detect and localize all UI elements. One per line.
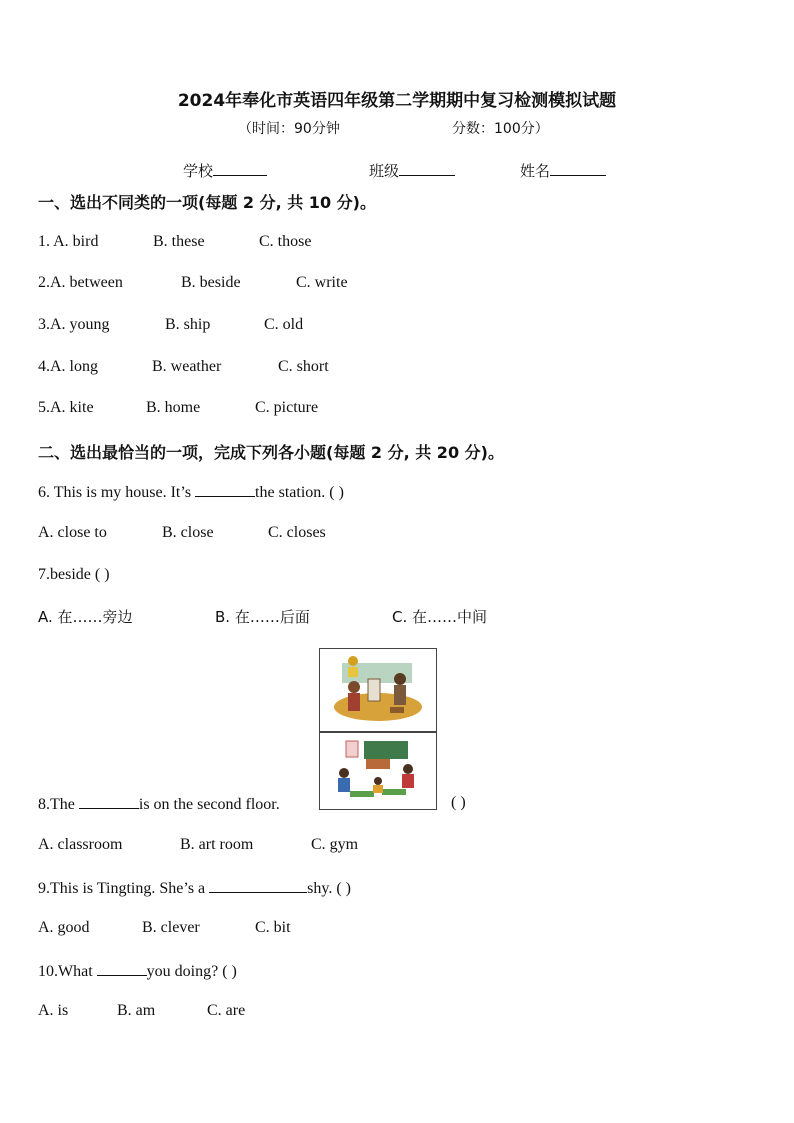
q2-option-b[interactable]: B. beside <box>181 274 241 291</box>
q4-option-a[interactable]: 4.A. long <box>38 358 98 375</box>
name-label: 姓名 <box>520 162 551 180</box>
q9-option-c[interactable]: C. bit <box>255 919 291 936</box>
q8-option-a[interactable]: A. classroom <box>38 836 123 853</box>
q8-answer-blank[interactable] <box>79 794 139 809</box>
section1-heading: 一、选出不同类的一项(每题 2 分, 共 10 分)。 <box>38 193 376 212</box>
q6-answer-blank[interactable] <box>195 482 255 497</box>
question-9-options <box>38 919 738 941</box>
q7-option-c[interactable]: C. 在……中间 <box>392 608 488 626</box>
q10-option-a[interactable]: A. is <box>38 1002 69 1019</box>
q4-option-b[interactable]: B. weather <box>152 358 222 375</box>
q10-answer-blank[interactable] <box>97 961 147 976</box>
question-6-options <box>38 524 738 546</box>
q6-stem-start: 6. This is my house. It’s <box>38 484 196 501</box>
q8-stem-start: 8.The <box>38 796 79 813</box>
q6-option-a[interactable]: A. close to <box>38 524 107 541</box>
question-10-stem <box>38 961 237 981</box>
question-8-options <box>38 836 738 858</box>
q10-option-b[interactable]: B. am <box>117 1002 156 1019</box>
q3-option-b[interactable]: B. ship <box>165 316 211 333</box>
q5-option-c[interactable]: C. picture <box>255 399 319 416</box>
art-room-picture <box>319 648 437 732</box>
q8-stem-end: is on the second floor. <box>138 796 280 813</box>
q9-stem-start: 9.This is Tingting. She’s a <box>38 880 210 897</box>
question-7-options <box>38 606 738 628</box>
q9-stem-end: shy. ( ) <box>307 880 351 897</box>
q2-option-a[interactable]: 2.A. between <box>38 274 123 291</box>
question-7-stem: 7.beside ( ) <box>38 566 110 583</box>
q8-option-c[interactable]: C. gym <box>311 836 359 853</box>
question-8-stem <box>38 794 280 814</box>
q7-option-b[interactable]: B. 在……后面 <box>215 608 310 626</box>
q2-option-c[interactable]: C. write <box>296 274 348 291</box>
art-room-illustration <box>320 649 436 731</box>
question-9-stem <box>38 878 351 898</box>
q7-option-a[interactable]: A. 在……旁边 <box>38 608 133 626</box>
q10-option-c[interactable]: C. are <box>207 1002 246 1019</box>
q10-stem-start: 10.What <box>38 963 97 980</box>
school-field[interactable] <box>183 160 267 181</box>
q6-option-c[interactable]: C. closes <box>268 524 326 541</box>
q1-option-a[interactable]: 1. A. bird <box>38 233 99 250</box>
classroom-picture <box>319 732 437 810</box>
class-label: 班级 <box>369 162 400 180</box>
q8-answer-paren[interactable]: ( ) <box>451 794 466 811</box>
q1-option-c[interactable]: C. those <box>259 233 312 250</box>
question-5 <box>38 399 738 421</box>
question-10-options <box>38 1002 738 1024</box>
q9-answer-blank[interactable] <box>209 878 307 893</box>
exam-time: （时间：90分钟 <box>238 121 340 137</box>
class-blank[interactable] <box>399 161 455 176</box>
class-field[interactable] <box>369 160 455 181</box>
question-1 <box>38 233 738 255</box>
question-3 <box>38 316 738 338</box>
page-title: 2024年奉化市英语四年级第二学期期中复习检测模拟试题 <box>177 91 617 111</box>
q3-option-a[interactable]: 3.A. young <box>38 316 110 333</box>
q6-stem-end: the station. ( ) <box>255 484 344 501</box>
classroom-illustration <box>320 733 436 809</box>
q9-option-b[interactable]: B. clever <box>142 919 200 936</box>
q4-option-c[interactable]: C. short <box>278 358 329 375</box>
q9-option-a[interactable]: A. good <box>38 919 90 936</box>
school-label: 学校 <box>183 162 214 180</box>
exam-score: 分数：100分） <box>452 121 549 137</box>
section2-heading: 二、选出最恰当的一项，完成下列各小题(每题 2 分, 共 20 分)。 <box>38 443 504 462</box>
q1-option-b[interactable]: B. these <box>153 233 205 250</box>
q10-stem-end: you doing? ( ) <box>146 963 237 980</box>
q3-option-c[interactable]: C. old <box>264 316 304 333</box>
q8-option-b[interactable]: B. art room <box>180 836 254 853</box>
school-blank[interactable] <box>213 161 267 176</box>
question-4 <box>38 358 738 380</box>
q6-option-b[interactable]: B. close <box>162 524 214 541</box>
question-2 <box>38 274 738 296</box>
q5-option-b[interactable]: B. home <box>146 399 201 416</box>
question-6-stem <box>38 482 344 502</box>
q5-option-a[interactable]: 5.A. kite <box>38 399 94 416</box>
name-blank[interactable] <box>550 161 606 176</box>
name-field[interactable] <box>520 160 606 181</box>
